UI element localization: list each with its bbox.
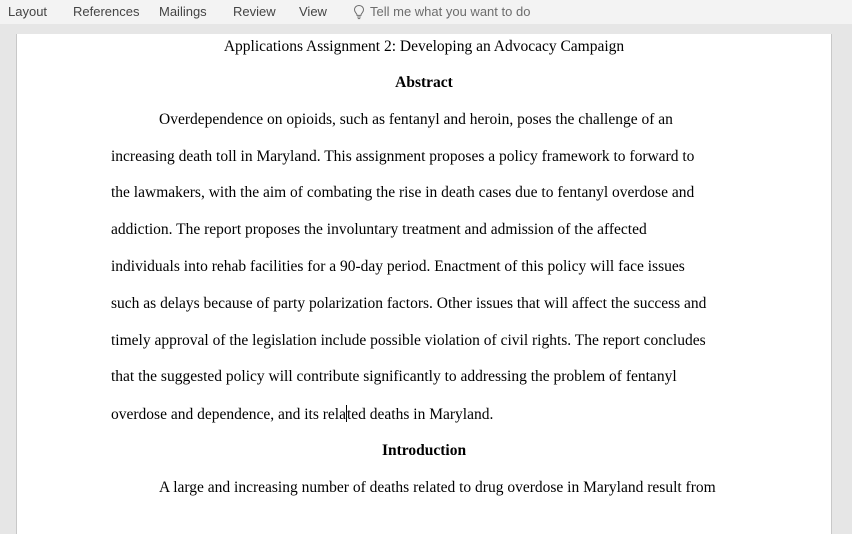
abstract-line-1: Overdependence on opioids, such as fentanyl and heroin, poses the challenge of an [159,111,673,128]
abstract-line-8: that the suggested policy will contribute significantly to addressing the problem of fentanyl [111,368,677,385]
abstract-line-5: individuals into rehab facilities for a 90-day period. Enactment of this policy will face issues [111,258,685,275]
abstract-line-2: increasing death toll in Maryland. This assignment proposes a policy framework to forward to [111,148,695,165]
ribbon-tab-bar [0,0,852,24]
tab-view[interactable]: View [299,4,327,19]
tab-mailings[interactable]: Mailings [159,4,207,19]
introduction-line-1: A large and increasing number of deaths related to drug overdose in Maryland result from [159,479,716,496]
document-page[interactable] [16,34,832,534]
abstract-line-9-start: overdose and dependence, and its rela [111,406,346,423]
tell-me-search[interactable] [352,4,530,20]
tab-layout[interactable]: Layout [8,4,48,19]
introduction-heading: Introduction [381,442,467,459]
abstract-line-9 [111,405,493,425]
tell-me-placeholder: Tell me what you want to do [370,4,531,19]
abstract-line-4: addiction. The report proposes the involuntary treatment and admission of the affected [111,221,647,238]
lightbulb-icon [352,4,366,20]
abstract-line-6: such as delays because of party polarization factors. Other issues that will affect the success and [111,295,707,312]
document-title: Applications Assignment 2: Developing an Advocacy Campaign [223,38,625,55]
tab-references[interactable]: References [73,4,140,19]
abstract-line-7: timely approval of the legislation include possible violation of civil rights. The report concludes [111,332,706,349]
document-area [0,24,852,504]
tab-review[interactable]: Review [233,4,276,19]
abstract-line-3: the lawmakers, with the aim of combating the rise in death cases due to fentanyl overdose and [111,184,695,201]
abstract-heading: Abstract [395,74,453,91]
abstract-line-9-end: ted deaths in Maryland. [346,406,494,423]
